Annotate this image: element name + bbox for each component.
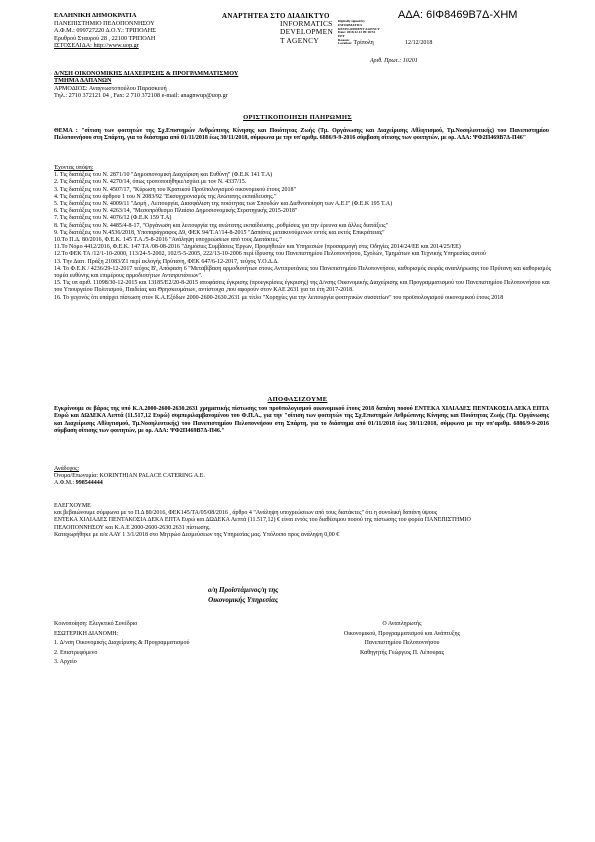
subject-paragraph (54, 128, 549, 143)
subject-text: "σίτιση των φοιτητών της Σχ.Επιστημών Ανθρώπινης Κίνησης και Ποιότητας Ζωής (Τμ. Οργάνωσης και Διαχείρισης Αθλητισμού, Τμ.Νοσηλευτικής) του Πανεπιστημίου Πελοποννήσου στη Σπάρτη, για το διάστημα από 01/11/2018 έως 30/11/2018, σύμφωνα με την υπ'αριθμ. 6886/9-9-2016 σύμβαση σίτισης των φοιτητών, με ορ. ΑΔΑ: ΨΦ2Π469Β7Δ-Π46" (54, 128, 549, 142)
posting-notice: ΑΝΑΡΤΗΤΕΑ ΣΤΟ ΔΙΑΔΙΚΤΥΟ (222, 12, 330, 20)
verification-label: ΕΛΕΓΧΟΥΜΕ (54, 503, 91, 509)
list-item: 4. Τις διατάξεις του άρθρου 1 του Ν 2083/92 "Εκσυγχρονισμός της Ανώτατης εκπαίδευσης." (54, 193, 277, 200)
section: ΤΜΗΜΑ ΔΑΠΑΝΩΝ (54, 77, 112, 85)
references-label: Έχοντας υπόψη: (54, 165, 94, 171)
department-block (54, 70, 238, 100)
list-item: 8. Τις διατάξεις του Ν. 4485/4-8-17, "Οργάνωση και λειτουργία της ανώτατης εκπαίδευσης ,ρυθμίσεις για την έρευνα και άλλες διατάξεις" (54, 222, 389, 229)
references-list (54, 165, 554, 302)
tax-id: Α.Φ.Μ.: 099727220 Δ.Ο.Υ.: ΤΡΙΠΟΛΗΣ (54, 27, 156, 35)
website[interactable]: ΙΣΤΟΣΕΛΙΔΑ: http://www.uop.gr (54, 42, 139, 50)
distribution-block: Κοινοποίηση: Ελεγκτικό Συνέδριο ΕΣΩΤΕΡΙΚΗ ΔΙΑΝΟΜΗ: 1. Δ/νση Οικονομικής Διαχείρισης & Προγραμματισμού 2. Επιστρεφόμενο 3. Αρχείο (54, 621, 190, 665)
contractor-name: Όνομα/Επωνυμία: KORINTHIAN PALACE CATERING A.E. (54, 473, 205, 480)
decision-heading: ΑΠΟΦΑΣΙΖΟΥΜΕ (267, 396, 328, 403)
issuer-block (54, 12, 156, 50)
list-item: 12.Το ΦΕΚ ΤΑ /12/1-10-2000, 113/24-5-2002, 102/5-5-2005, 222/13-10-2006 περί ίδρυσης του Πανεπιστημίου Πελοποννήσου, Σχολών, Τμημάτων και Τεχνικής Υπηρεσίας αυτού (54, 251, 486, 258)
document-title: ΟΡΙΣΤΙΚΟΠΟΙΗΣΗ ΠΛΗΡΩΜΗΣ (243, 114, 352, 121)
finance-head-signature: ο/η Προϊστάμενος/η της Οικονομικής Υπηρεσίας (208, 586, 279, 604)
list-item: 6. Τις διατάξεις του Ν. 4263/14, "Μεσοπρόθεσμο Πλαίσιο Δημοσιονομικής Στρατηγικής 2015-2018" (54, 208, 298, 215)
list-item: 7. Τις διατάξεις του Ν. 4076/12 (Φ.Ε.Κ 159 Τ.Α) (54, 215, 172, 222)
list-item: 13. Την Διατ. Πράξη 21083/Ζ1 περί εκλογής Πρύτανη, ΦΕΚ 647/6-12-2017, τεύχος Υ.Ο.Δ.Δ. (54, 258, 279, 265)
list-item: 5. Τις διατάξεις του Ν. 4009/11 "Δομή , Λειτουργία, Διασφάλιση της ποιότητας των Σπουδών και Διεθνοποίηση των Α.Ε.Ι" (Φ.Ε.Κ 195 Τ.Α) (54, 201, 393, 208)
verification-block: ΕΛΕΓΧΟΥΜΕ και βεβαιώνουμε σύμφωνα με το Π.Δ 80/2016, ΦΕΚ145/ΤΑ/05/08/2016 , άρθρο 4 "Ανάληψη υποχρεώσεων από τους διατάκτες" ότι η συνολική δαπάνη ύψους ΕΝΤΕΚΑ ΧΙΛΙΑΔΕΣ ΠΕΝΤΑΚΟΣΙΑ ΔΕΚΑ ΕΠΤΑ Ευρώ και ΔΩΔΕΚΑ Λεπτά (11.517,12) € είναι εντός του διαθέσιμου ποσού της πίστωσης του φορέα ΠΑΝΕΠΙΣΤΗΜΙΟ ΠΕΛΟΠΟΝΝΗΣΟΥ και Κ.Α.Ε 2000-2600-2630.2631 πίστωσης. Καταχωρήθηκε με α/α ΑΑΥ 1 3/1/2018 στο Μητρώο Δεσμεύσεων της Υπηρεσίας μας. Υπόλοιπο προς ανάληψη 0,00 € (54, 503, 554, 539)
subject-label: ΘΕΜΑ : (54, 128, 78, 134)
list-item: 16. Το γεγονός ότι υπάρχει πίστωση στον Κ.Α.Εξόδων 2000-2600-2630.2631 με τίτλο "Χορηγίες για την λειτουργία φοιτητικών συσσιτίων" του προϋπολογισμού οικονομικού έτους 2018 (54, 294, 504, 301)
directorate: Δ/ΝΣΗ ΟΙΚΟΝΟΜΙΚΗΣ ΔΙΑΧΕΙΡΙΣΗΣ & ΠΡΟΓΡΑΜΜΑΤΙΣΜΟΥ (54, 70, 239, 77)
contractor-block (54, 466, 554, 488)
list-item: 3. Τις διατάξεις του Ν. 4507/17, "Κύρωση του Κρατικού Προϋπολογισμού οικονομικού έτους 2018" (54, 186, 296, 193)
decision-paragraph: Εγκρίνουμε σε βάρος της υπό Κ.Α.2000-2600-2630.2631 χρηματικής πίστωσης του προϋπολογισμού οικονομικού έτους 2018 δαπάνη ποσού ΕΝΤΕΚΑ ΧΙΛΙΑΔΕΣ ΠΕΝΤΑΚΟΣΙΑ ΔΕΚΑ ΕΠΤΑ Ευρώ και ΔΩΔΕΚΑ Λεπτά (11.517,12 Ευρώ) συμπεριλαμβανομένου του Φ.Π.Α., για την "σίτιση των φοιτητών της Σχ.Επιστημών Ανθρώπινης Κίνησης και Ποιότητας Ζωής (Τμ. Οργάνωσης και Διαχείρισης Αθλητισμού, Τμ.Νοσηλευτικής) του Πανεπιστημίου Πελοποννήσου στη Σπάρτη, για το διάστημα από 01/11/2018 έως 30/11/2018, σύμφωνα με την υπ'αριθμ. 6886/9-9-2016 σύμβαση σίτισης των φοιτητών, με ορ. ΑΔΑ: ΨΦ2Π469Β7Δ-Π46." (54, 406, 549, 434)
contractor-afm: Α.Φ.Μ.: 998544444 (54, 480, 103, 487)
location: Location: Τρίπολη (338, 40, 374, 46)
digital-signature-details: Digitally signed by INFORMATICS DEVELOPMENT AGENCY Date: 2018.12.13 09:18:51 EET Reason: (338, 19, 380, 42)
officer: ΑΡΜΟΔΙΟΣ: Αναγνωστοπούλου Παρασκευή (54, 84, 167, 92)
list-item: 11.Το Νόμο 4412/2016, Φ.Ε.Κ. 147 ΤΑ /08-08-2016 "Δημόσιες Συμβάσεις Έργων, Προμηθειών και Υπηρεσιών (προσαρμογή στις Οδηγίες 2014/24/ΕΕ και 2014/25/ΕΕ) (54, 244, 461, 251)
list-item: 9. Τις διατάξεις του Ν.4536/2018, Υποπαράγραφος Δ9, ΦΕΚ 94/Τ.Α'/14-8-2015 "Δαπάνες μετακινούμενων εντός και εκτός Επικράτειας" (54, 229, 385, 236)
protocol-number: Αριθ. Πρωτ.: 10201 (370, 58, 418, 64)
country-name: ΕΛΛΗΝΙΚΗ ΔΗΜΟΚΡΑΤΙΑ (54, 12, 137, 19)
ada-code: ΑΔΑ: 6ΙΦ8469Β7Δ-ΧΗΜ (398, 9, 518, 21)
list-item: 14. Το Φ.Ε.Κ / 4236/29-12-2017 τεύχος Β', Απόφαση 6 "Μεταβίβαση αρμοδιοτήτων στους Αντιπρυτάνεις του Πανεπιστημίου Πελοποννήσου, καθορισμός σειράς αναπλήρωσης του Πρύτανη και καθορισμός τομέα ευθύνης και επιμέρους αρμοδιοτήτων Αντιπρυτάνεων". (54, 265, 551, 280)
list-item: 1. Τις διατάξεις του Ν. 2871/10 "Δημοσιονομική Διαχείριση και Ευθύνη" (Φ.Ε.Κ 141 Τ.Α) (54, 172, 273, 179)
document-date: 12/12/2018 (405, 40, 433, 46)
signatory-block: Ο Αναπληρωτής Οικονομικού, Προγραμματισμού και Ανάπτυξης Πανεπιστημίου Πελοποννήσου Καθηγητής Γεώργιος Π. Λέπουρας (343, 621, 461, 656)
list-item: 15. Τις υπ αριθ. 11098/30-12-2015 και 13185/Ε2/20-8-2015 αποφάσεις έγκρισης (προεγκρίσεις έγκρισης) της Δ/νσης Οικονομικής Διαχείρισης και Προγραμματισμού του Πανεπιστημίου Πελοποννήσου και του Υπουργείου Πολιτισμού, Παιδείας και Θρησκευμάτων, αντίστοιχα ,που αφορούν στον ΚΑΕ 2631 για τα έτη 2017-2018. (54, 280, 550, 294)
signer-name: INFORMATICS DEVELOPMEN T AGENCY (280, 19, 334, 45)
contact: Τηλ.: 2710 372121 04 , Fax: 2 710 372108 e-mail: anagnwup@uop.gr (54, 92, 228, 100)
address: Ερυθρού Σταυρού 28 , 22100 ΤΡΙΠΟΛΗ (54, 34, 156, 42)
university-name: ΠΑΝΕΠΙΣΤΗΜΙΟ ΠΕΛΟΠΟΝΝΗΣΟΥ (54, 19, 155, 27)
contractor-label: Ανάδοχος: (54, 466, 80, 472)
list-item: 10.Το Π.Δ. 80/2016, Φ.Ε.Κ. 145 Τ.Α./5-8-2016 "Ανάληψη υποχρεώσεων από τους Διατάκτες." (54, 237, 282, 244)
list-item: 2. Τις διατάξεις του Ν. 4270/14, όπως τροποποιήθηκε/ισχύει με τον Ν. 4337/15. (54, 179, 247, 186)
